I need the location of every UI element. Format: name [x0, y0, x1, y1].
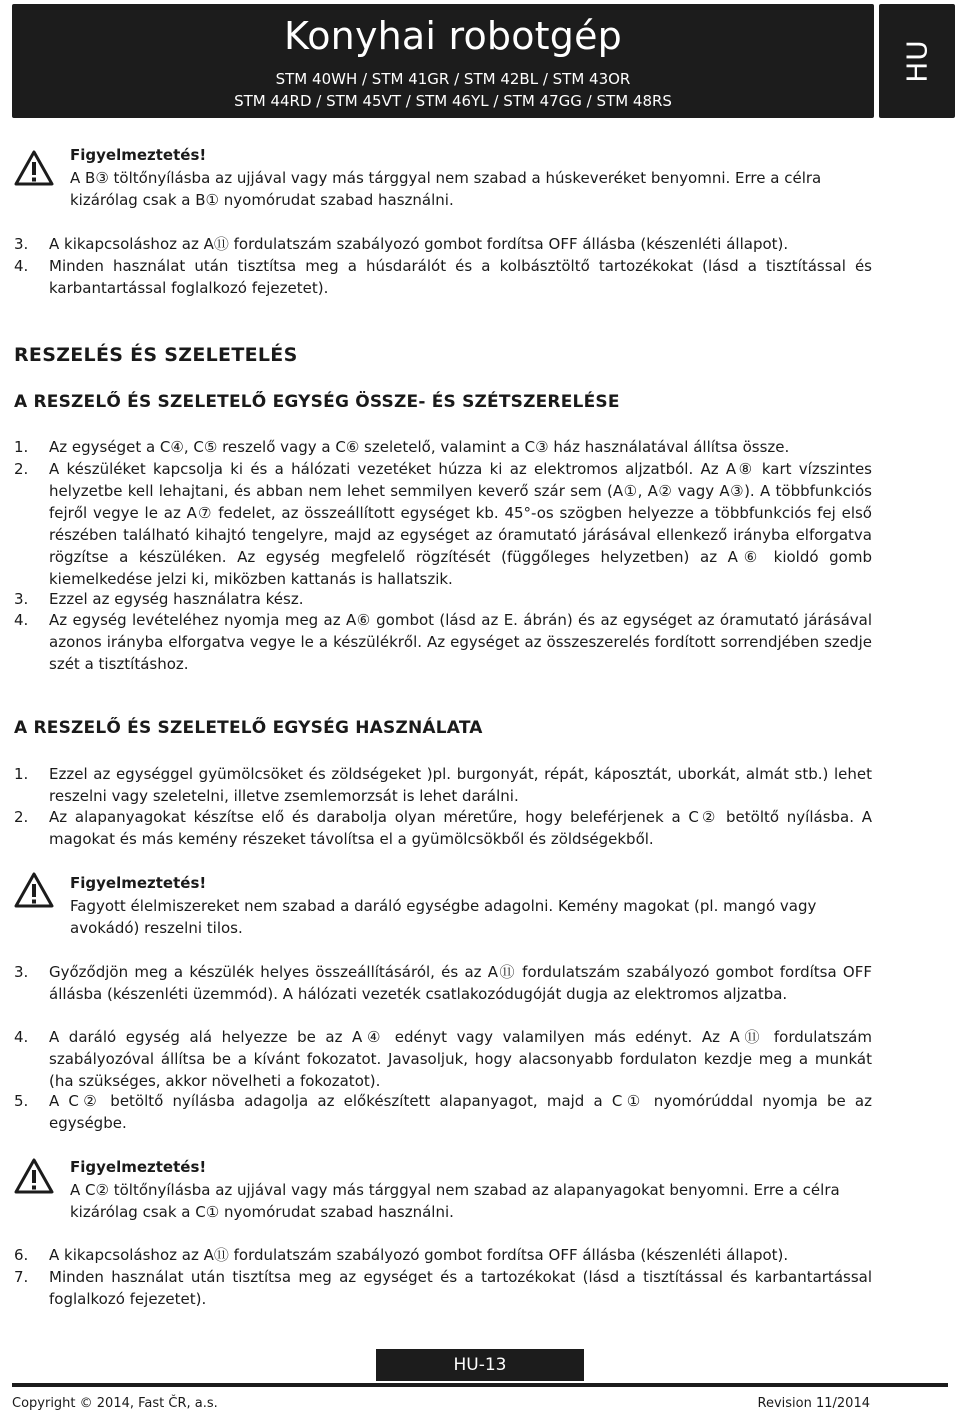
item-text: Az egységet a C④, C⑤ reszelő vagy a C⑥ szeletelő, valamint a C③ ház használatával állítsa össze. — [49, 438, 790, 456]
item-number: 3. — [14, 235, 29, 253]
list-item — [14, 961, 872, 1005]
list-item — [14, 763, 872, 807]
item-text: Győződjön meg a készülék helyes összeállításáról, és az A⑪ fordulatszám szabályozó gombot fordítsa OFF állásba (készenléti üzemmód). A hálózati vezeték csatlakozódugóját dugja az elektromos aljzatba. — [49, 963, 872, 1003]
item-text: Ezzel az egységgel gyümölcsöket és zöldségeket )pl. burgonyát, répát, káposztát, uborkát, almát stb.) lehet reszelni vagy szeletelni, illetve zsemlemorzsát is lehet darálni. — [49, 765, 872, 805]
list-item — [14, 1244, 872, 1266]
item-number: 3. — [14, 963, 29, 981]
model-list-line-2: STM 44RD / STM 45VT / STM 46YL / STM 47GG / STM 48RS — [234, 92, 672, 110]
warning-text: Fagyott élelmiszereket nem szabad a daráló egységbe adagolni. Kemény magokat (pl. mangó vagy avokádó) reszelni tilos. — [70, 897, 817, 937]
item-number: 1. — [14, 765, 29, 783]
item-text: A C② betöltő nyílásba adagolja az előkészített alapanyagot, majd a C① nyomórúddal nyomja be az egységbe. — [49, 1092, 872, 1132]
subsection-heading: A RESZELŐ ÉS SZELETELŐ EGYSÉG ÖSSZE- ÉS SZÉTSZERELÉSE — [14, 392, 620, 412]
warning-text: A C② töltőnyílásba az ujjával vagy más tárggyal nem szabad az alapanyagokat benyomni. Erre a célra kizárólag csak a C① nyomórudat szabad használni. — [70, 1181, 840, 1221]
item-text: Minden használat után tisztítsa meg az egységet és a tartozékokat (lásd a tisztítással és karbantartással foglalkozó fejezetet). — [49, 1268, 872, 1308]
list-item — [14, 436, 872, 458]
item-number: 5. — [14, 1092, 29, 1110]
list-item — [14, 588, 872, 610]
item-text: A készüléket kapcsolja ki és a hálózati vezetéket húzza ki az elektromos aljzatból. Az A⑧ kart vízszintes helyzetbe kell lehajtani, és abban nem lehet semmilyen keverő szár sem (A①, A② vagy A③). A többfunkciós fejről vegye le az A⑦ fedelet, az összeállított egységet kb. 45°-os szögben helyezze a többfunkciós fej első részében található kihajtó tengelyre, majd az egységet az óramutató járásával ellenkező irányba elforgatva rögzítse a készüléken. Az egység megfelelő rögzítését (függőleges helyzetben) az A⑥ kioldó gomb kiemelkedése jelzi ki, miközben kattanás is hallatszik. — [49, 460, 872, 588]
item-text: A daráló egység alá helyezze be az A④ edényt vagy valamilyen más edényt. Az A⑪ fordulatszám szabályozóval állítsa be a kívánt fokozatot. Javasoljuk, hogy alacsonyabb fordulaton kezdje meg a munkát (ha szükséges, akkor növelheti a fokozatot). — [49, 1028, 872, 1090]
warning-title: Figyelmeztetés! — [70, 874, 207, 892]
item-number: 1. — [14, 438, 29, 456]
list-item — [14, 233, 872, 255]
copyright-text: Copyright © 2014, Fast ČR, a.s. — [12, 1396, 218, 1411]
item-number: 4. — [14, 611, 29, 629]
item-text: Minden használat után tisztítsa meg a húsdarálót és a kolbásztöltő tartozékokat (lásd a tisztítással és karbantartással foglalkozó fejezetet). — [49, 257, 872, 297]
item-number: 6. — [14, 1246, 29, 1264]
item-text: Az egység levételéhez nyomja meg az A⑥ gombot (lásd az E. ábrán) és az egységet az óramutató járásával azonos irányba elforgatva vegye le a készülékről. Az egységet az összeszerelés fordított sorrendjében szedje szét a tisztításhoz. — [49, 611, 872, 673]
item-number: 7. — [14, 1268, 29, 1286]
list-item — [14, 255, 872, 299]
item-number: 4. — [14, 1028, 29, 1046]
list-item — [14, 1090, 872, 1134]
warning-icon — [14, 872, 54, 908]
list-item — [14, 806, 872, 850]
subsection-heading: A RESZELŐ ÉS SZELETELŐ EGYSÉG HASZNÁLATA — [14, 718, 483, 738]
warning-title: Figyelmeztetés! — [70, 1158, 207, 1176]
list-item — [14, 1026, 872, 1092]
language-label: HU — [900, 39, 934, 83]
item-text: A kikapcsoláshoz az A⑪ fordulatszám szabályozó gombot fordítsa OFF állásba (készenléti állapot). — [49, 235, 789, 253]
item-number: 4. — [14, 257, 29, 275]
warning-icon — [14, 150, 54, 186]
page-title: Konyhai robotgép — [284, 14, 622, 58]
section-heading: RESZELÉS ÉS SZELETELÉS — [14, 344, 298, 366]
item-number: 2. — [14, 808, 29, 826]
item-text: A kikapcsoláshoz az A⑪ fordulatszám szabályozó gombot fordítsa OFF állásba (készenléti állapot). — [49, 1246, 789, 1264]
list-item — [14, 609, 872, 675]
item-text: Az alapanyagokat készítse elő és darabolja olyan méretűre, hogy beleférjenek a C② betöltő nyílásba. A magokat és más kemény részeket távolítsa el a gyümölcsökből és zöldségekből. — [49, 808, 872, 848]
warning-title: Figyelmeztetés! — [70, 146, 207, 164]
list-item — [14, 1266, 872, 1310]
list-item — [14, 458, 872, 590]
language-tab — [879, 4, 955, 118]
page-number: HU-13 — [376, 1349, 584, 1381]
item-text: Ezzel az egység használatra kész. — [49, 590, 304, 608]
warning-icon — [14, 1158, 54, 1194]
revision-text: Revision 11/2014 — [757, 1396, 870, 1411]
item-number: 2. — [14, 460, 29, 478]
model-list-line-1: STM 40WH / STM 41GR / STM 42BL / STM 43OR — [275, 70, 631, 88]
footer-divider — [12, 1383, 948, 1387]
header-banner — [12, 4, 874, 118]
warning-text: A B③ töltőnyílásba az ujjával vagy más tárggyal nem szabad a húskeveréket benyomni. Erre a célra kizárólag csak a B① nyomórudat szabad használni. — [70, 169, 822, 209]
item-number: 3. — [14, 590, 29, 608]
